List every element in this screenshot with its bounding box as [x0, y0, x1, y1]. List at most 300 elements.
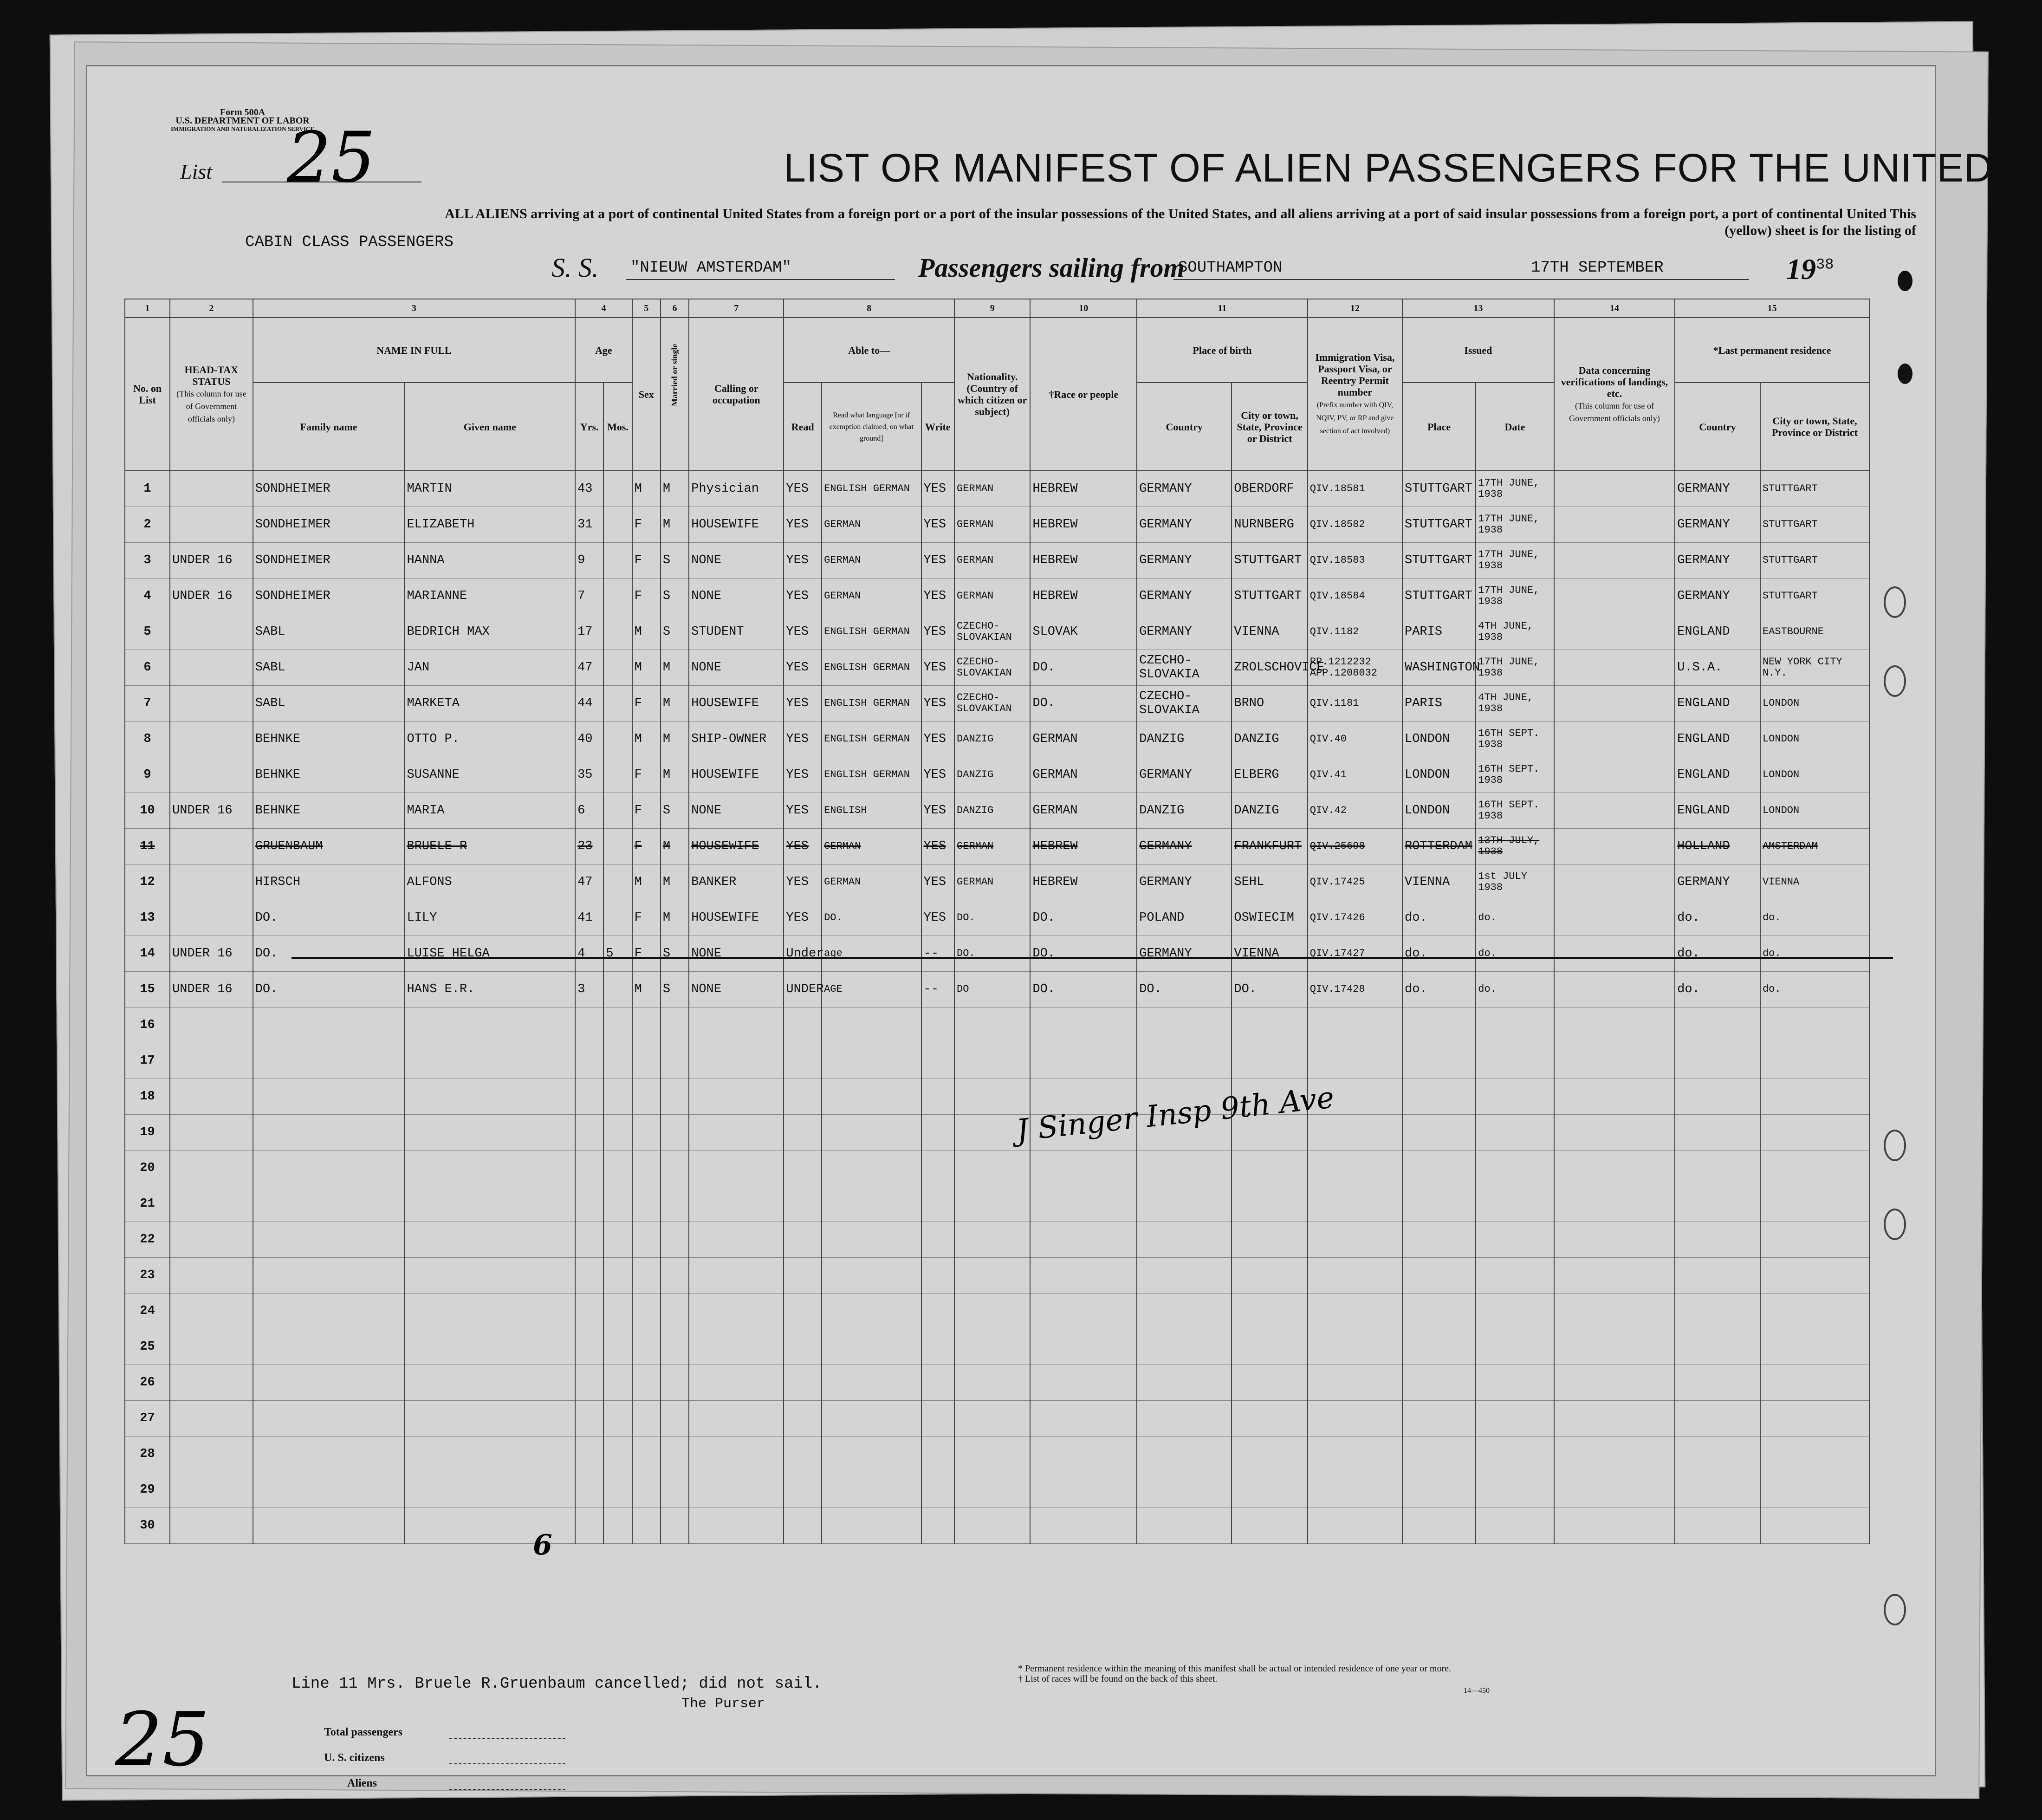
visa-label: Immigration Visa, Passport Visa, or Reentry Permit number: [1315, 351, 1395, 398]
year-prefix: 19: [1786, 253, 1816, 286]
cell-res-city: LONDON: [1760, 686, 1869, 722]
cell-status: [661, 1294, 689, 1329]
cell-visa: QIV.40: [1308, 722, 1402, 757]
cell-no: 29: [125, 1472, 170, 1508]
cell-given: MARTIN: [404, 471, 575, 507]
cell-sex: F: [632, 936, 661, 972]
cell-no: 11: [125, 829, 170, 864]
cell-visa: [1308, 1436, 1402, 1472]
cell-write: [921, 1508, 955, 1544]
header-race: †Race or people: [1030, 318, 1137, 471]
cell-visa: [1308, 1043, 1402, 1079]
cell-no: 16: [125, 1008, 170, 1043]
cell-sex: F: [632, 829, 661, 864]
cell-yrs: 40: [575, 722, 603, 757]
cell-given: [404, 1115, 575, 1150]
cell-mos: [603, 1436, 632, 1472]
cell-mos: [603, 1365, 632, 1401]
cell-birth-city: [1232, 1043, 1307, 1079]
cell-verif: [1554, 543, 1675, 578]
cell-res-city: STUTTGART: [1760, 471, 1869, 507]
cell-given: [404, 1258, 575, 1294]
manifest-table: [124, 299, 1870, 1544]
cell-date: 16TH SEPT. 1938: [1476, 757, 1554, 793]
cell-yrs: [575, 1294, 603, 1329]
cell-birth-city: DO.: [1232, 972, 1307, 1008]
cell-res-city: [1760, 1222, 1869, 1258]
cell-status: M: [661, 650, 689, 686]
cell-read: YES: [784, 614, 822, 650]
cell-no: 13: [125, 900, 170, 936]
col-num: 13: [1402, 299, 1554, 318]
cell-read: [784, 1008, 822, 1043]
cell-mos: [603, 471, 632, 507]
cell-family: [253, 1329, 405, 1365]
col-num: 6: [661, 299, 689, 318]
cancellation-note: Line 11 Mrs. Bruele R.Gruenbaum cancelled; did not sail.: [292, 1675, 822, 1693]
cell-family: HIRSCH: [253, 864, 405, 900]
cell-visa: QIV.18581: [1308, 471, 1402, 507]
cell-sex: [632, 1008, 661, 1043]
cell-status: [661, 1365, 689, 1401]
cell-nationality: DO: [954, 972, 1030, 1008]
cell-date: [1476, 1222, 1554, 1258]
cell-tax: [170, 1043, 253, 1079]
cell-res-country: [1675, 1222, 1760, 1258]
cell-no: 30: [125, 1508, 170, 1544]
cell-family: [253, 1472, 405, 1508]
table-row: [125, 1150, 1869, 1186]
table-row: [125, 757, 1869, 793]
cell-given: [404, 1150, 575, 1186]
cell-nationality: [954, 1186, 1030, 1222]
cell-language: [822, 1401, 921, 1436]
cell-verif: [1554, 1043, 1675, 1079]
header-sex: Sex: [632, 318, 661, 471]
cell-occupation: [689, 1222, 784, 1258]
cell-yrs: 31: [575, 507, 603, 543]
manifest-sheet: [86, 65, 1994, 1789]
cell-race: [1030, 1472, 1137, 1508]
cell-race: [1030, 1186, 1137, 1222]
cell-birth-city: OSWIECIM: [1232, 900, 1307, 936]
cell-no: 26: [125, 1365, 170, 1401]
cell-status: S: [661, 972, 689, 1008]
cell-birth-country: GERMANY: [1137, 578, 1232, 614]
table-row: [125, 1079, 1869, 1115]
cell-tax: [170, 686, 253, 722]
cell-given: [404, 1436, 575, 1472]
cell-tax: UNDER 16: [170, 543, 253, 578]
col-num: 15: [1675, 299, 1869, 318]
cell-write: --: [921, 936, 955, 972]
cell-yrs: 41: [575, 900, 603, 936]
cell-tax: [170, 1186, 253, 1222]
cell-res-country: ENGLAND: [1675, 793, 1760, 829]
cell-no: 7: [125, 686, 170, 722]
cell-res-city: LONDON: [1760, 757, 1869, 793]
cancel-strike-line: [292, 957, 1893, 959]
cell-birth-country: CZECHO-SLOVAKIA: [1137, 650, 1232, 686]
cell-verif: [1554, 1258, 1675, 1294]
header-yrs: Yrs.: [575, 383, 603, 471]
cell-visa: QIV.18583: [1308, 543, 1402, 578]
cell-race: [1030, 1222, 1137, 1258]
cell-nationality: GERMAN: [954, 864, 1030, 900]
cell-mos: [603, 1150, 632, 1186]
cell-tax: [170, 1436, 253, 1472]
cell-place: [1402, 1008, 1476, 1043]
cell-mos: [603, 543, 632, 578]
cell-res-country: [1675, 1186, 1760, 1222]
cell-occupation: NONE: [689, 793, 784, 829]
cell-language: [822, 1115, 921, 1150]
cell-birth-country: [1137, 1436, 1232, 1472]
cell-language: GERMAN: [822, 829, 921, 864]
cell-res-city: [1760, 1008, 1869, 1043]
cell-sex: M: [632, 864, 661, 900]
cell-sex: [632, 1043, 661, 1079]
header-visa: [1308, 318, 1402, 471]
cell-language: ENGLISH GERMAN: [822, 686, 921, 722]
cell-status: M: [661, 471, 689, 507]
cell-sex: M: [632, 722, 661, 757]
cell-birth-country: [1137, 1150, 1232, 1186]
cell-sex: M: [632, 650, 661, 686]
cell-race: [1030, 1294, 1137, 1329]
cell-occupation: NONE: [689, 936, 784, 972]
cell-given: MARIANNE: [404, 578, 575, 614]
cell-visa: [1308, 1258, 1402, 1294]
cell-family: GRUENBAUM: [253, 829, 405, 864]
cell-family: [253, 1294, 405, 1329]
cell-res-country: ENGLAND: [1675, 614, 1760, 650]
cell-occupation: [689, 1401, 784, 1436]
cell-write: YES: [921, 864, 955, 900]
cell-family: SABL: [253, 686, 405, 722]
cell-status: M: [661, 722, 689, 757]
cell-place: [1402, 1472, 1476, 1508]
cell-language: ENGLISH GERMAN: [822, 650, 921, 686]
cell-yrs: [575, 1436, 603, 1472]
cell-date: [1476, 1079, 1554, 1115]
table-row: [125, 1329, 1869, 1365]
cell-family: DO.: [253, 972, 405, 1008]
cell-status: M: [661, 507, 689, 543]
cell-status: [661, 1115, 689, 1150]
departure-date: 17TH SEPTEMBER: [1531, 259, 1664, 277]
cell-visa: QIV.18584: [1308, 578, 1402, 614]
cell-res-country: [1675, 1258, 1760, 1294]
cell-language: [822, 1472, 921, 1508]
cell-verif: [1554, 1436, 1675, 1472]
cell-read: [784, 1150, 822, 1186]
cell-mos: [603, 1472, 632, 1508]
cell-read: YES: [784, 722, 822, 757]
cell-birth-country: POLAND: [1137, 900, 1232, 936]
cell-write: [921, 1329, 955, 1365]
cell-status: S: [661, 543, 689, 578]
cell-status: M: [661, 686, 689, 722]
header-birth-city: City or town, State, Province or District: [1232, 383, 1307, 471]
cell-family: [253, 1115, 405, 1150]
cell-verif: [1554, 722, 1675, 757]
cell-date: [1476, 1329, 1554, 1365]
cell-no: 4: [125, 578, 170, 614]
cell-family: [253, 1186, 405, 1222]
cell-write: YES: [921, 507, 955, 543]
cell-sex: F: [632, 543, 661, 578]
page-subtitle: ALL ALIENS arriving at a port of continental United States from a foreign port or a port of the insular possessions of the United States, and all aliens arriving at a port of said insular possessions from a foreign port, a port of continental United This (yellow) sheet is for the listing of: [445, 206, 1916, 238]
table-row: [125, 1186, 1869, 1222]
cell-no: 5: [125, 614, 170, 650]
cell-given: SUSANNE: [404, 757, 575, 793]
cell-birth-city: [1232, 1508, 1307, 1544]
punch-hole: [1884, 1130, 1906, 1161]
header-married: [661, 318, 689, 471]
cell-language: [822, 1258, 921, 1294]
cell-verif: [1554, 1186, 1675, 1222]
cell-sex: [632, 1329, 661, 1365]
cell-occupation: BANKER: [689, 864, 784, 900]
cell-language: ENGLISH: [822, 793, 921, 829]
cell-res-city: LONDON: [1760, 722, 1869, 757]
cell-family: BEHNKE: [253, 722, 405, 757]
cell-language: [822, 1508, 921, 1544]
cell-tax: UNDER 16: [170, 972, 253, 1008]
cell-visa: [1308, 1115, 1402, 1150]
cell-date: [1476, 1401, 1554, 1436]
cell-no: 2: [125, 507, 170, 543]
cell-read: YES: [784, 757, 822, 793]
cell-occupation: [689, 1008, 784, 1043]
cell-write: YES: [921, 686, 955, 722]
table-row: [125, 1472, 1869, 1508]
binding-hole: [1898, 271, 1912, 291]
cell-sex: [632, 1115, 661, 1150]
cell-visa: QIV.1182: [1308, 614, 1402, 650]
cell-yrs: [575, 1008, 603, 1043]
cell-verif: [1554, 1294, 1675, 1329]
cell-yrs: [575, 1401, 603, 1436]
cell-given: MARIA: [404, 793, 575, 829]
cell-date: [1476, 1115, 1554, 1150]
cell-given: [404, 1186, 575, 1222]
sailing-label: Passengers sailing from: [918, 253, 1185, 283]
cell-nationality: [954, 1079, 1030, 1115]
cell-date: 17TH JUNE, 1938: [1476, 543, 1554, 578]
cell-status: [661, 1436, 689, 1472]
cell-birth-country: [1137, 1258, 1232, 1294]
cell-yrs: 3: [575, 972, 603, 1008]
table-row: [125, 1436, 1869, 1472]
head-tax-note: (This column for use of Government officials only): [176, 389, 246, 423]
cell-tax: [170, 1258, 253, 1294]
cell-race: [1030, 1008, 1137, 1043]
cell-mos: [603, 1508, 632, 1544]
cell-status: S: [661, 936, 689, 972]
cell-language: DO.: [822, 900, 921, 936]
cell-write: [921, 1294, 955, 1329]
cell-verif: [1554, 793, 1675, 829]
cell-birth-city: [1232, 1150, 1307, 1186]
cell-nationality: GERMAN: [954, 578, 1030, 614]
cell-read: [784, 1365, 822, 1401]
cell-birth-city: [1232, 1365, 1307, 1401]
cell-tax: [170, 1508, 253, 1544]
cell-given: [404, 1329, 575, 1365]
cell-res-city: EASTBOURNE: [1760, 614, 1869, 650]
cell-mos: [603, 1186, 632, 1222]
cell-mos: [603, 507, 632, 543]
table-row: [125, 1508, 1869, 1544]
cell-given: [404, 1294, 575, 1329]
cell-res-city: [1760, 1329, 1869, 1365]
cell-occupation: HOUSEWIFE: [689, 507, 784, 543]
cell-res-country: HOLLAND: [1675, 829, 1760, 864]
cell-write: YES: [921, 543, 955, 578]
cell-tax: UNDER 16: [170, 936, 253, 972]
col-num: 2: [170, 299, 253, 318]
cell-language: [822, 1186, 921, 1222]
header-birth-country: Country: [1137, 383, 1232, 471]
cell-sex: F: [632, 578, 661, 614]
cell-language: GERMAN: [822, 507, 921, 543]
cell-yrs: [575, 1472, 603, 1508]
cell-race: SLOVAK: [1030, 614, 1137, 650]
cell-occupation: NONE: [689, 578, 784, 614]
cell-family: [253, 1150, 405, 1186]
cell-no: 21: [125, 1186, 170, 1222]
cell-no: 23: [125, 1258, 170, 1294]
cell-language: [822, 1294, 921, 1329]
head-tax-label: HEAD-TAX STATUS: [184, 364, 239, 387]
cell-sex: [632, 1186, 661, 1222]
cell-birth-city: [1232, 1258, 1307, 1294]
cell-verif: [1554, 1365, 1675, 1401]
punch-hole: [1884, 665, 1906, 697]
cell-nationality: GERMAN: [954, 507, 1030, 543]
cell-no: 12: [125, 864, 170, 900]
cell-write: [921, 1365, 955, 1401]
cell-occupation: [689, 1294, 784, 1329]
cell-res-city: VIENNA: [1760, 864, 1869, 900]
aliens-label: Aliens: [347, 1777, 377, 1789]
cell-res-city: [1760, 1401, 1869, 1436]
cell-given: MARKETA: [404, 686, 575, 722]
cell-birth-city: [1232, 1008, 1307, 1043]
cell-race: [1030, 1258, 1137, 1294]
handwritten-page-number: 25: [115, 1696, 210, 1783]
col-num: 5: [632, 299, 661, 318]
cell-no: 28: [125, 1436, 170, 1472]
cell-verif: [1554, 1472, 1675, 1508]
cell-verif: [1554, 1008, 1675, 1043]
cell-family: BEHNKE: [253, 757, 405, 793]
cell-birth-country: [1137, 1222, 1232, 1258]
cell-birth-city: [1232, 1186, 1307, 1222]
cell-yrs: 17: [575, 614, 603, 650]
cell-family: DO.: [253, 900, 405, 936]
cell-date: do.: [1476, 972, 1554, 1008]
header-issued: Issued: [1402, 318, 1554, 383]
cell-write: [921, 1008, 955, 1043]
cell-occupation: HOUSEWIFE: [689, 686, 784, 722]
cell-res-city: STUTTGART: [1760, 543, 1869, 578]
cell-verif: [1554, 757, 1675, 793]
cell-birth-city: OBERDORF: [1232, 471, 1307, 507]
cell-read: [784, 1079, 822, 1115]
cell-res-country: do.: [1675, 936, 1760, 972]
cell-tax: [170, 1401, 253, 1436]
col-num: 12: [1308, 299, 1402, 318]
cell-sex: M: [632, 614, 661, 650]
cell-birth-country: [1137, 1329, 1232, 1365]
table-row: [125, 1258, 1869, 1294]
cell-birth-city: DANZIG: [1232, 722, 1307, 757]
cell-read: [784, 1186, 822, 1222]
cell-yrs: [575, 1079, 603, 1115]
cell-nationality: DANZIG: [954, 757, 1030, 793]
cell-sex: [632, 1401, 661, 1436]
cell-status: S: [661, 793, 689, 829]
cell-status: M: [661, 900, 689, 936]
cell-nationality: [954, 1401, 1030, 1436]
header-write: Write: [921, 383, 955, 471]
cell-birth-country: [1137, 1401, 1232, 1436]
cell-date: [1476, 1043, 1554, 1079]
cell-write: [921, 1258, 955, 1294]
cell-read: [784, 1508, 822, 1544]
header-head-tax: [170, 318, 253, 471]
cell-place: [1402, 1329, 1476, 1365]
cell-res-country: ENGLAND: [1675, 757, 1760, 793]
cell-place: [1402, 1150, 1476, 1186]
cell-given: LUISE HELGA: [404, 936, 575, 972]
cell-mos: [603, 972, 632, 1008]
cell-given: [404, 1222, 575, 1258]
cell-place: [1402, 1436, 1476, 1472]
cell-race: HEBREW: [1030, 507, 1137, 543]
cell-mos: [603, 1079, 632, 1115]
cell-nationality: DO.: [954, 936, 1030, 972]
verification-label: Data concerning verifications of landings, etc.: [1561, 364, 1668, 399]
cell-nationality: [954, 1043, 1030, 1079]
cell-date: 4TH JUNE, 1938: [1476, 686, 1554, 722]
cell-tax: [170, 471, 253, 507]
cell-birth-country: GERMANY: [1137, 757, 1232, 793]
cell-birth-city: ELBERG: [1232, 757, 1307, 793]
cell-occupation: [689, 1186, 784, 1222]
cell-family: SABL: [253, 614, 405, 650]
cell-res-country: [1675, 1401, 1760, 1436]
cell-birth-country: DANZIG: [1137, 793, 1232, 829]
cell-nationality: [954, 1222, 1030, 1258]
cell-no: 18: [125, 1079, 170, 1115]
col-num: 7: [689, 299, 784, 318]
cell-occupation: SHIP-OWNER: [689, 722, 784, 757]
cell-language: [822, 1436, 921, 1472]
cell-date: do.: [1476, 936, 1554, 972]
cell-birth-city: [1232, 1222, 1307, 1258]
cell-date: 16TH SEPT. 1938: [1476, 793, 1554, 829]
cell-res-city: [1760, 1365, 1869, 1401]
cell-tax: [170, 722, 253, 757]
cell-no: 15: [125, 972, 170, 1008]
cell-date: 13TH JULY, 1938: [1476, 829, 1554, 864]
column-number-row: [125, 299, 1869, 318]
married-label: Married or single: [670, 343, 680, 406]
